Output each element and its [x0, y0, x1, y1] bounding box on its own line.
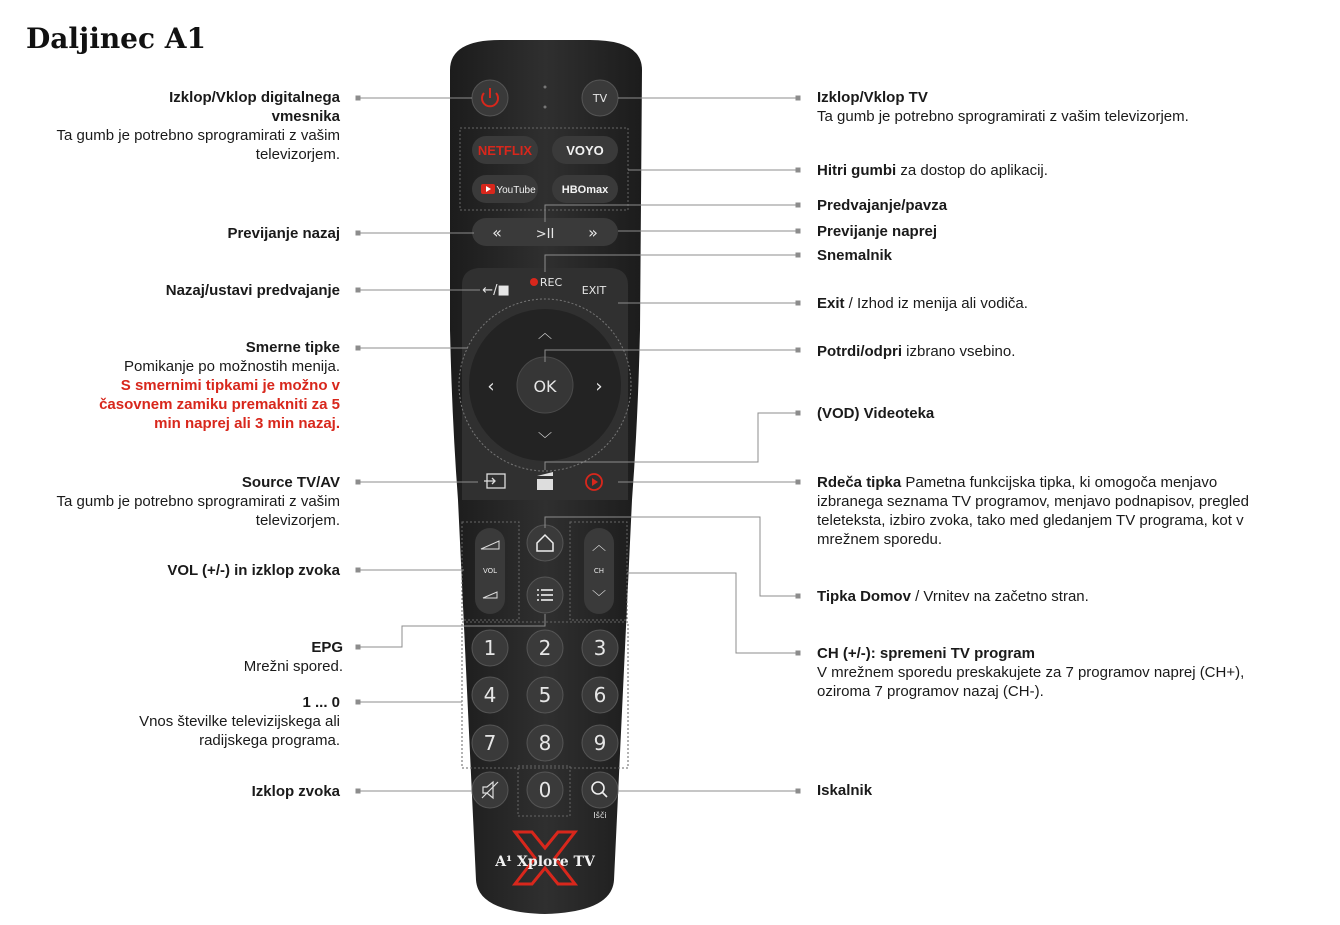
voyo-label: VOYO	[566, 143, 604, 158]
label-rec: Snemalnik	[817, 247, 893, 264]
digit-label: 1	[483, 636, 497, 660]
label-channel: CH (+/-): spremeni TV program V mrežnem sporedu preskakujete za 7 programov naprej (CH+), oziroma 7 programov nazaj (CH-).	[817, 645, 1245, 700]
label-power-desc: Ta gumb je potrebno sprogramirati z vašim televizorjem.	[56, 127, 340, 163]
power-button[interactable]	[472, 80, 508, 116]
label-back: Nazaj/ustavi predvajanje	[165, 282, 340, 299]
svg-text:﹀: ﹀	[592, 590, 606, 606]
rewind-button[interactable]	[492, 223, 502, 242]
digit-label: 0	[538, 778, 552, 802]
channel-rocker[interactable]	[584, 528, 614, 614]
digit-key-4[interactable]	[472, 677, 508, 713]
fast-forward-button[interactable]	[588, 223, 598, 242]
search-caption: Išči	[593, 811, 607, 820]
digit-label: 9	[593, 731, 607, 755]
svg-text:←/■: ←/■	[482, 283, 510, 298]
digit-key-3[interactable]	[582, 630, 618, 666]
up-arrow-icon[interactable]: ︿	[538, 326, 552, 342]
volume-rocker[interactable]	[475, 528, 505, 614]
label-search: Iskalnik	[817, 782, 873, 799]
down-arrow-icon[interactable]: ﹀	[538, 432, 552, 448]
label-power	[20, 88, 340, 164]
digit-label: 6	[593, 683, 607, 707]
right-arrow-icon[interactable]: ›	[595, 376, 603, 397]
left-arrow-icon[interactable]: ‹	[487, 376, 495, 397]
label-exit: Exit / Izhod iz menija ali vodiča.	[817, 295, 1028, 312]
digit-key-8[interactable]	[527, 725, 563, 761]
label-home: Tipka Domov / Vrnitev na začetno stran.	[817, 588, 1089, 605]
digit-key-0[interactable]	[527, 772, 563, 808]
label-red-key: Rdeča tipka Pametna funkcijska tipka, ki omogoča menjavo izbranega seznama TV programov, menjavo podnapisov, pregled teleteksta, izbiro zvoka, tako med gledanjem TV programa, kot v mrežnem sporedu.	[817, 474, 1249, 548]
tv-button[interactable]	[582, 80, 618, 116]
mute-button[interactable]	[472, 772, 508, 808]
digit-label: 5	[538, 683, 552, 707]
digit-key-9[interactable]	[582, 725, 618, 761]
vol-label: VOL	[482, 567, 498, 575]
svg-text:«: «	[492, 223, 502, 242]
youtube-label: YouTube	[496, 185, 536, 196]
label-ff: Previjanje naprej	[817, 223, 938, 240]
exit-label: EXIT	[581, 284, 607, 297]
label-epg: EPG Mrežni spored.	[243, 639, 343, 675]
tv-key-label: TV	[592, 92, 608, 105]
ok-label: OK	[533, 377, 557, 396]
label-ok: Potrdi/odpri izbrano vsebino.	[817, 343, 1016, 360]
ch-label: CH	[593, 567, 605, 575]
digit-key-7[interactable]	[472, 725, 508, 761]
digit-key-1[interactable]	[472, 630, 508, 666]
exit-button[interactable]	[582, 284, 607, 297]
youtube-button[interactable]	[472, 175, 538, 203]
page-title: Daljinec A1	[26, 22, 207, 55]
label-power-title: Izklop/Vklop digitalnega vmesnika	[169, 89, 340, 125]
back-stop-button[interactable]	[482, 283, 510, 298]
hbomax-button[interactable]	[552, 175, 618, 203]
label-mute: Izklop zvoka	[251, 783, 340, 800]
label-rewind: Previjanje nazaj	[227, 225, 340, 242]
label-digits: 1 ... 0 Vnos številke televizijskega ali radijskega programa.	[139, 694, 340, 749]
ok-button[interactable]	[517, 357, 573, 413]
digit-key-2[interactable]	[527, 630, 563, 666]
label-quick: Hitri gumbi za dostop do aplikacij.	[817, 162, 1048, 179]
digit-key-5[interactable]	[527, 677, 563, 713]
netflix-label: NETFLIX	[477, 143, 533, 158]
label-directional: Smerne tipke Pomikanje po možnostih menija. S smernimi tipkami je možno v časovnem zamiku premakniti za 5 min naprej ali 3 min nazaj.	[99, 339, 340, 432]
play-pause-button[interactable]	[536, 227, 555, 242]
svg-text:»: »	[588, 223, 598, 242]
brand-label: A¹ Xplore TV	[495, 854, 595, 870]
label-volume: VOL (+/-) in izklop zvoka	[167, 562, 340, 579]
rec-label: REC	[539, 276, 563, 289]
digit-label: 3	[593, 636, 607, 660]
netflix-button[interactable]	[472, 136, 538, 164]
digit-label: 7	[483, 731, 497, 755]
label-source: Source TV/AV Ta gumb je potrebno sprogramirati z vašim televizorjem.	[56, 474, 340, 529]
svg-text:>II: >II	[535, 227, 555, 242]
digit-label: 8	[538, 731, 552, 755]
digit-label: 4	[483, 683, 497, 707]
voyo-button[interactable]	[552, 136, 618, 164]
home-button[interactable]	[527, 525, 563, 561]
label-play: Predvajanje/pavza	[817, 197, 948, 214]
digit-key-6[interactable]	[582, 677, 618, 713]
epg-button[interactable]	[527, 577, 563, 613]
label-vod: (VOD) Videoteka	[817, 405, 935, 422]
label-tv: Izklop/Vklop TV Ta gumb je potrebno sprogramirati z vašim televizorjem.	[817, 89, 1189, 125]
hbomax-label: HBOmax	[561, 184, 609, 196]
svg-text:︿: ︿	[592, 538, 606, 554]
search-button[interactable]	[582, 772, 618, 808]
digit-label: 2	[538, 636, 552, 660]
